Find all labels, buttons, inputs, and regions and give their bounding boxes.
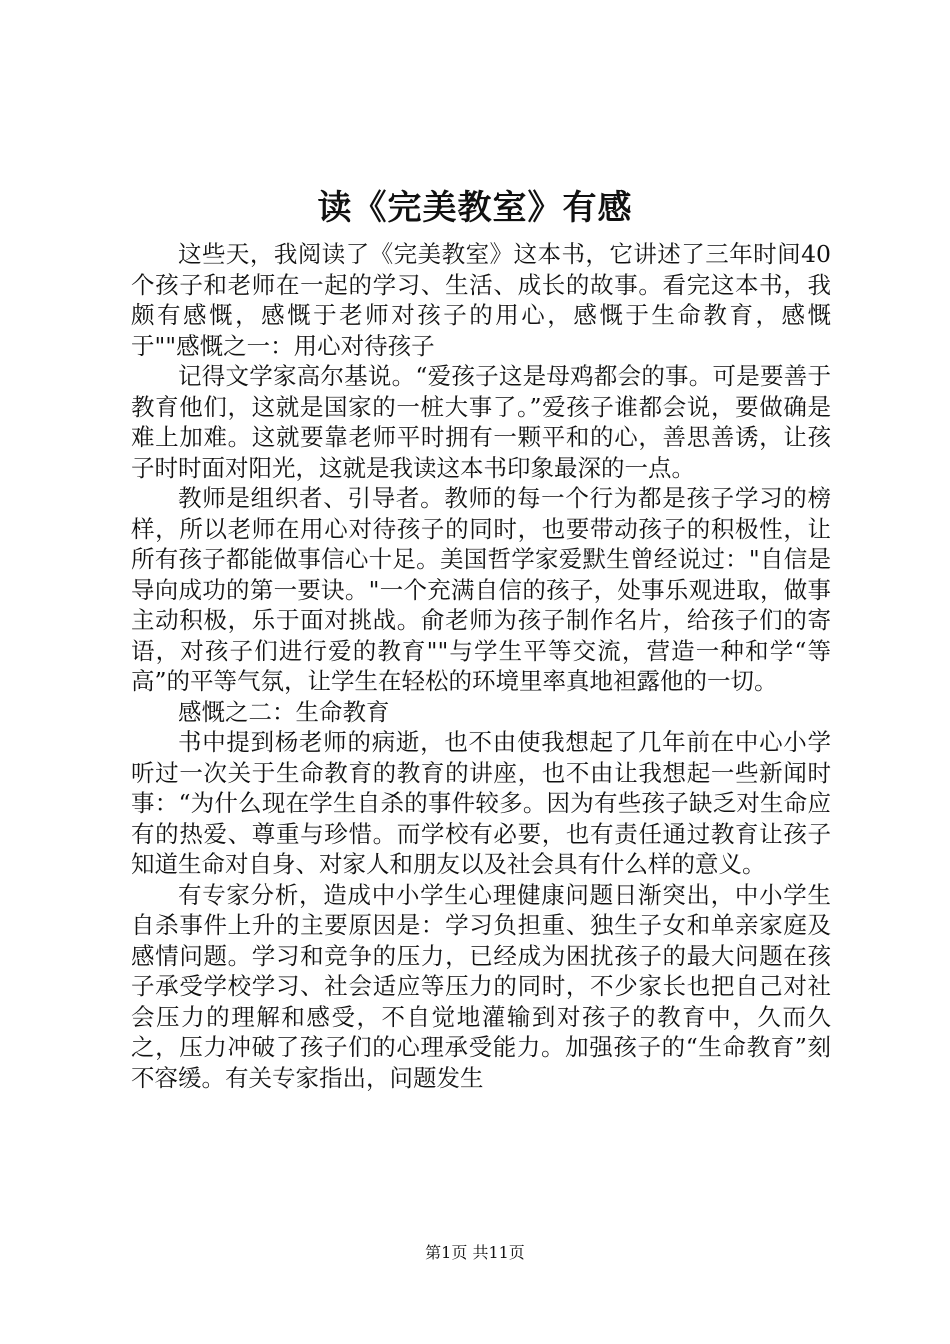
paragraph-2: 记得文学家高尔基说。“爱孩子这是母鸡都会的事。可是要善于教育他们，这就是国家的一桩大事了。”爱孩子谁都会说，要做确是难上加难。这就要靠老师平时拥有一颗平和的心，善思善诱，让孩子时时面对阳光，这就是我读这本书印象最深的一点。 — [131, 362, 831, 482]
document-title: 读《完美教室》有感 — [317, 188, 633, 228]
document-body — [131, 239, 831, 1093]
page-number-footer: 第1页 共11页 — [425, 1243, 525, 1262]
paragraph-5: 有专家分析，造成中小学生心理健康问题日渐突出，中小学生自杀事件上升的主要原因是：学习负担重、独生子女和单亲家庭及感情问题。学习和竞争的压力，已经成为困扰孩子的最大问题在孩子承受学校学习、社会适应等压力的同时，不少家长也把自己对社会压力的理解和感受，不自觉地灌输到对孩子的教育中，久而久之，压力冲破了孩子们的心理承受能力。加强孩子的“生命教育”刻不容缓。有关专家指出，问题发生 — [131, 880, 831, 1092]
paragraph-4: 书中提到杨老师的病逝，也不由使我想起了几年前在中心小学听过一次关于生命教育的教育的讲座，也不由让我想起一些新闻时事：“为什么现在学生自杀的事件较多。因为有些孩子缺乏对生命应有的热爱、尊重与珍惜。而学校有必要，也有责任通过教育让孩子知道生命对自身、对家人和朋友以及社会具有什么样的意义。 — [131, 728, 831, 878]
paragraph-1: 这些天，我阅读了《完美教室》这本书，它讲述了三年时间40个孩子和老师在一起的学习、生活、成长的故事。看完这本书，我颇有感慨，感慨于老师对孩子的用心，感慨于生命教育，感慨于""感慨之一：用心对待孩子 — [131, 240, 831, 360]
section-heading-2: 感慨之二：生命教育 — [178, 697, 390, 726]
paragraph-3: 教师是组织者、引导者。教师的每一个行为都是孩子学习的榜样，所以老师在用心对待孩子的同时，也要带动孩子的积极性，让所有孩子都能做事信心十足。美国哲学家爱默生曾经说过："自信是导向成功的第一要诀。"一个充满自信的孩子，处事乐观进取，做事主动积极，乐于面对挑战。俞老师为孩子制作名片，给孩子们的寄语，对孩子们进行爱的教育""与学生平等交流，营造一种和学“等高”的平等气氛，让学生在轻松的环境里率真地袒露他的一切。 — [131, 484, 831, 695]
